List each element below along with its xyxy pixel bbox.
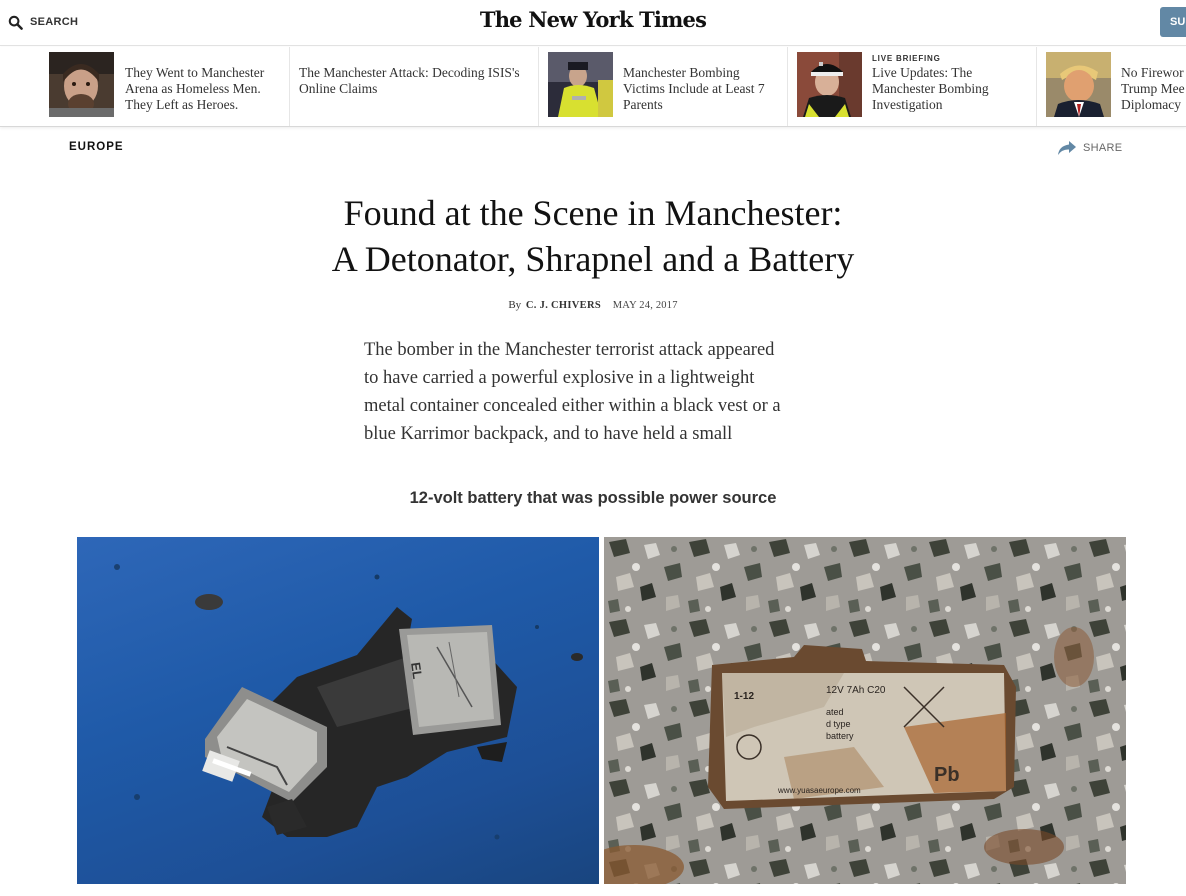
battery-label-text: 1-12 [734, 691, 755, 702]
share-label: SHARE [1083, 142, 1123, 154]
search-label: SEARCH [30, 16, 79, 28]
related-stories-ribbon [0, 47, 1186, 127]
author-link[interactable]: C. J. CHIVERS [525, 300, 601, 311]
battery-label-text: Pb [934, 764, 960, 786]
share-button[interactable] [1057, 140, 1122, 156]
nyt-logo[interactable]: The New York Times [479, 7, 707, 32]
masthead [0, 0, 1186, 46]
battery-label-text: battery [826, 731, 854, 741]
byline-prefix: By [508, 299, 522, 311]
headline-line-2: A Detonator, Shrapnel and a Battery [331, 239, 855, 279]
ribbon-item-title [1121, 65, 1185, 113]
ribbon-item-trump-diplomacy[interactable] [1037, 47, 1186, 127]
title-line: Trump Mee [1121, 81, 1185, 96]
ribbon-item-title [872, 65, 989, 113]
photo-caption-heading: 12-volt battery that was possible power source [409, 489, 777, 507]
battery-fragments-image [77, 537, 599, 884]
summary-line: metal container concealed either within a black vest or a [364, 396, 781, 416]
title-line: They Went to Manchester [125, 65, 265, 80]
ribbon-item-decoding-isis[interactable] [290, 47, 539, 127]
article-summary [364, 336, 834, 448]
title-line: Manchester Bombing [872, 81, 989, 96]
subscribe-button[interactable]: SU [1160, 7, 1186, 37]
title-line: Victims Include at Least 7 [623, 81, 765, 96]
title-line: They Left as Heroes. [125, 97, 239, 112]
publish-date: MAY 24, 2017 [612, 300, 678, 311]
battery-label-text: www.yuasaeurope.com [778, 786, 861, 795]
title-line: Parents [623, 97, 663, 112]
ribbon-item-victims-parents[interactable] [539, 47, 788, 127]
homeless-man-portrait-thumb [49, 52, 114, 117]
live-briefing-kicker: LIVE BRIEFING [872, 54, 941, 63]
summary-line: The bomber in the Manchester terrorist attack appeared [364, 340, 775, 360]
police-officer-portrait-thumb [797, 52, 862, 117]
title-line: No Firewor [1121, 65, 1184, 80]
title-line: Live Updates: The [872, 65, 973, 80]
title-line: The Manchester Attack: Decoding ISIS's [299, 65, 520, 80]
ribbon-item-title [299, 65, 520, 97]
title-line: Investigation [872, 97, 943, 112]
battery-label-image [604, 537, 1126, 884]
battery-fragments-photo[interactable] [77, 537, 599, 884]
title-line: Online Claims [299, 81, 378, 96]
battery-label-text: 12V 7Ah C20 [826, 685, 886, 696]
ribbon-item-title [125, 65, 264, 113]
title-line: Diplomacy [1121, 97, 1181, 112]
battery-fragment-marking: EL [408, 661, 426, 680]
battery-label-text: ated [826, 707, 844, 717]
ribbon-item-homeless-heroes[interactable] [40, 47, 290, 127]
byline [0, 299, 1186, 311]
title-line: Manchester Bombing [623, 65, 740, 80]
share-arrow-icon [1057, 140, 1077, 156]
summary-line: to have carried a powerful explosive in a lightweight [364, 368, 755, 388]
ribbon-item-live-updates[interactable] [788, 47, 1037, 127]
headline-line-1: Found at the Scene in Manchester: [343, 193, 843, 233]
summary-line: blue Karrimor backpack, and to have held a small [364, 424, 733, 444]
battery-label-text: d type [826, 719, 851, 729]
police-officer-photo-thumb [548, 52, 613, 117]
battery-label-photo[interactable] [604, 537, 1126, 884]
trump-portrait-thumb [1046, 52, 1111, 117]
section-label-europe[interactable]: EUROPE [69, 141, 124, 153]
ribbon-item-title [623, 65, 765, 113]
title-line: Arena as Homeless Men. [125, 81, 261, 96]
